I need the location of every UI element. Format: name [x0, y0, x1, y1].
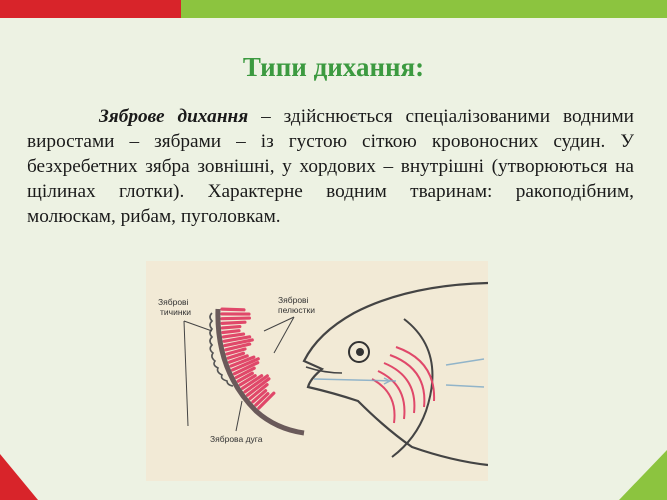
slide-title: Типи дихання: — [242, 52, 425, 82]
label-petals-2: пелюстки — [278, 305, 315, 315]
label-petals-1: Зяброві — [278, 295, 309, 305]
fish-mouth — [306, 367, 342, 373]
gill-filament — [222, 318, 249, 319]
gill-filaments — [222, 309, 274, 408]
corner-accent-red — [0, 454, 38, 500]
gill-filament — [222, 327, 239, 328]
gill-illustration — [146, 261, 488, 481]
slide-paragraph — [27, 104, 634, 229]
top-bar-red — [0, 0, 181, 18]
fish-head — [304, 283, 488, 465]
label-stamens-2: тичинки — [160, 307, 191, 317]
corner-accent-green — [619, 450, 667, 500]
gill-filament — [223, 334, 243, 337]
gill-filament — [222, 322, 245, 323]
gill-diagram-svg — [146, 261, 488, 481]
paragraph-text: – здійснюється спеціалізованими водними виростами – зябрами – із густою сіткою кровоносних судин. У безхребетних зябра зовнішні, у хордових – внутрішні (утворюються на щілинах глотки). Характерне водним тваринам: ракоподібним, молюскам, рибам, пуголовкам. — [27, 106, 634, 227]
paragraph-term: Зяброве дихання — [99, 106, 249, 127]
gill-filament — [223, 331, 239, 333]
fish-pupil — [356, 348, 364, 356]
label-stamens-1: Зяброві — [158, 297, 189, 307]
gill-filament — [222, 309, 244, 310]
top-bar-green — [181, 0, 667, 18]
label-arch: Зяброва дуга — [210, 434, 263, 444]
